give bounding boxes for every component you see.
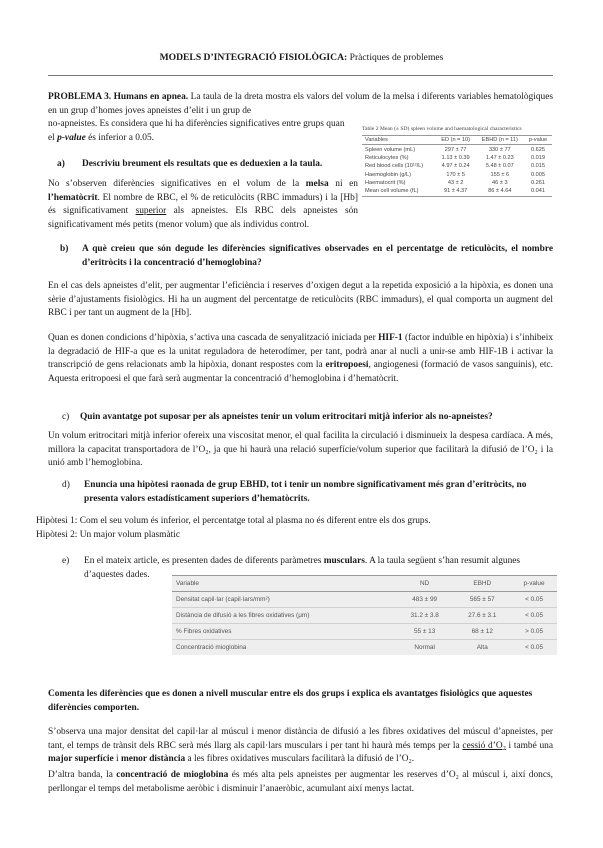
table-cell: 330 ± 77 — [488, 146, 511, 153]
table-cell: 55 ± 13 — [414, 628, 436, 635]
final-p2-run: és més alta pels apneistes per augmentar les reserves d’O₂ al múscul i, així doncs, perllongar el temps del metabolisme aeròbic i disminuir l’anaeròbic, acumulant així menys lactat. — [48, 770, 553, 794]
table-cell: 155 ± 6 — [490, 171, 510, 178]
final-p1-run: i també una — [505, 740, 553, 751]
final-p1-run: a les fibres oxidatives musculars facilitarà la difusió de l’O₂. — [185, 754, 415, 765]
table2 — [172, 575, 557, 655]
table-row — [362, 145, 552, 154]
table-cell: 27.6 ± 3.1 — [468, 612, 497, 619]
final-p1-run: cessió d’O₂ — [462, 740, 506, 751]
final-p1-run: major superfície — [48, 754, 114, 765]
problem-intro: PROBLEMA 3. Humans en apnea. La taula de la dreta mostra els valors del volum de la melsa i diferents variables hematològiques en un grup d’homes joves apneistes d’elit i un grup de — [48, 92, 554, 116]
table-cell: 68 ± 12 — [471, 628, 493, 635]
table-header-cell: EBHD — [473, 580, 492, 587]
question-d-label: d) — [62, 480, 70, 490]
page-header — [0, 52, 603, 63]
table-cell: 86 ± 4.64 — [488, 188, 512, 195]
table-cell: Mean cell volume (fL) — [365, 188, 419, 195]
table-cell: 297 ± 77 — [444, 146, 467, 153]
table-cell: Normal — [414, 644, 435, 651]
p-value-term: p-value — [57, 132, 86, 143]
question-a — [57, 158, 357, 172]
question-a-text: Descriviu breument els resultats que es deduexien a la taula. — [82, 159, 323, 169]
answer-b-p2-run: Quan es donen condicions d’hipòxia, s’activa una cascada de senyalització iniciada per — [48, 333, 379, 343]
table-cell: 91 ± 4.37 — [443, 188, 468, 195]
final-p1-run: menor distància — [121, 754, 186, 765]
table-cell: Haematocrit (%) — [365, 180, 406, 187]
final-answer-paragraph-1 — [48, 726, 553, 767]
table-row — [362, 171, 552, 179]
hypothesis-2: Hipòtesi 2: Un major volum plasmàtic — [36, 530, 180, 540]
table-header-cell: p-value — [528, 137, 548, 144]
table-cell: 0.005 — [531, 171, 545, 178]
table-cell: 5.48 ± 0.07 — [485, 163, 514, 170]
table-header-cell: Variables — [365, 137, 388, 144]
header-subtitle: Pràctiques de problemes — [347, 52, 444, 63]
table-cell: Distància de difusió a les fibres oxidatives (μm) — [176, 612, 310, 619]
question-c — [62, 411, 553, 425]
answer-a-run: melsa — [305, 179, 329, 189]
table-cell: 0.041 — [531, 188, 545, 195]
question-c-label: c) — [62, 412, 70, 422]
table-cell: 0.261 — [531, 180, 545, 187]
table-cell: 46 ± 3 — [492, 180, 508, 187]
table-cell: 43 ± 2 — [447, 180, 464, 187]
table1-caption: Table 2 Mean (± SD) spleen volume and haematological characteristics — [362, 126, 522, 132]
table-cell: 0.019 — [531, 154, 545, 161]
answer-b-paragraph-1: En el cas dels apneistes d’elit, per augmentar l’eficiència i reserves d’oxigen degut a la repetida exposició a la hipòxia, es donen una sèrie d’ajustaments fisiològics. Hi ha un augment del percentatge de reticulòcits (RBC immadurs), el qual comporta un augment del RBC i per tant un augment de la [Hb]. — [48, 281, 553, 319]
question-e-text: En el mateix article, es presenten dades de diferents paràmetres musculars. A la taula següent s’han resumit algunes d’aquestes dades. — [84, 556, 521, 580]
table-cell: < 0.05 — [525, 644, 544, 651]
table-row — [172, 608, 557, 624]
question-d — [62, 479, 553, 506]
question-c-text: Quin avantatge pot suposar per als apneistes tenir un volum eritrocitari mitjà inferior als no-apneistes? — [80, 412, 493, 422]
table-cell: < 0.05 — [525, 612, 544, 619]
table-header-cell: ND — [420, 580, 430, 587]
table-header-cell: EBHD (n = 11) — [481, 137, 518, 144]
table-header-cell: ED (n = 10) — [441, 137, 471, 144]
answer-b-p2-run: , angiogenesi (formació de vasos sanguinis), etc. Aquesta eritropoesi el que farà serà augmentar la concentració d’hemoglobina i d’hematòcrit. — [48, 360, 553, 384]
table-cell: 170 ± 5 — [446, 171, 465, 178]
final-answer-paragraph-2 — [48, 769, 553, 796]
header-divider — [48, 75, 553, 76]
table-row — [172, 640, 557, 656]
table-row — [362, 154, 552, 162]
answer-a-run: ni en — [328, 179, 358, 189]
question-b — [60, 243, 553, 270]
answer-a-run: l’hematòcrit — [48, 192, 98, 203]
table2-grid — [172, 575, 557, 655]
table-cell: 31.2 ± 3.8 — [410, 612, 439, 619]
answer-b-p2-run: eritropoesi — [325, 360, 369, 371]
table-row — [362, 162, 552, 170]
table-cell: Densitat capil·lar (capil·lars/mm²) — [176, 596, 270, 603]
table-cell: > 0.05 — [525, 628, 544, 635]
question-b-text: A què creieu que són degude les diferències significatives observades en el percentatge de reticulòcits, el nombre d’eritròcits i la concentració d’hemoglobina? — [82, 244, 553, 268]
table-row — [362, 179, 552, 187]
table-cell: 1.13 ± 0.39 — [441, 154, 470, 161]
table-header-cell: p-value — [523, 580, 545, 587]
table-row — [172, 592, 557, 608]
final-question: Comenta les diferències que es donen a nivell muscular entre els dos grups i explica els avantatges fisiològics que aquestes diferències comporten. — [48, 689, 533, 713]
answer-b-p2-run: (factor induïble en hipòxia) i s’inhibeix la degradació de HIF-a que es la unitat reguladora de heterodímer, per tant, podrà anar al nucli a unir-se amb HIF-1B i activar la transcripció de gens relacionats amb la hipòxia, donant respostes com la — [48, 333, 554, 371]
table-header-row — [172, 576, 557, 592]
answer-a-run: No s’observen diferències significatives en el volum de la — [48, 179, 306, 189]
final-p2-run: D’altra banda, la — [48, 770, 117, 780]
problem-label: PROBLEMA 3. Humans en apnea. — [48, 92, 189, 102]
table-row — [172, 624, 557, 640]
answer-a-run: als apneistes. Els RBC dels apneistes són significativament més petits (menor volum) que als individus control. — [48, 206, 358, 230]
table-cell: Spleen volume (mL) — [365, 146, 416, 153]
table-cell: < 0.05 — [525, 596, 544, 603]
answer-a-run: . El nombre de RBC, el % de reticulòcits (RBC immadurs) i la [Hb] és significativament — [48, 192, 358, 217]
table-cell: 565 ± 57 — [469, 596, 495, 603]
table-cell: Red blood cells (10¹²/L) — [365, 163, 424, 170]
answer-a — [48, 178, 358, 232]
answer-a-run: superior — [135, 206, 167, 217]
question-b-label: b) — [60, 244, 69, 254]
table-cell: Haemoglobin (g/L) — [365, 171, 412, 178]
question-e-label: e) — [62, 556, 70, 566]
question-d-text: Enuncia una hipòtesi raonada de grup EBHD, tot i tenir un nombre significativament més gran d’eritròcits, no presenta valors estadísticament superiors d’hematòcrits. — [84, 480, 527, 504]
table-cell: Concentració mioglobina — [176, 644, 247, 651]
table-header-row — [362, 136, 552, 145]
answer-b-paragraph-2 — [48, 332, 553, 386]
answer-c: Un volum eritrocitari mitjà inferior ofereix una viscositat menor, el qual facilita la circulació i disminueix la despesa cardíaca. A més, millora la capacitat transportadora de l’O₂, ja que hi haurà una relació superfície/volum superior que facilitarà la difusió de l’O₂ i la unió amb l’hemoglobina. — [48, 431, 553, 469]
table-cell: 483 ± 99 — [412, 596, 438, 603]
hypothesis-1: Hipòtesi 1: Com el seu volum és inferior, el percentatge total al plasma no és diferent entre els dos grups. — [36, 516, 431, 526]
table-cell: Reticulocytes (%) — [365, 154, 409, 161]
final-p1-run: i — [113, 754, 121, 765]
problem-intro-cont: no-apneistes. Es considera que hi ha diferències significatives entre grups quan el p-value és inferior a 0.05. — [48, 119, 345, 143]
table-cell: 0.625 — [531, 146, 545, 153]
table-cell: 0.015 — [531, 163, 545, 170]
table-cell: 1.47 ± 0.23 — [485, 154, 514, 161]
final-p1-run: S’observa una major densitat del capil·lar al múscul i menor distància de difusió a les fibres oxidatives del múscul d’apneistes, per tant, el temps de trànsit dels RBC serà més llarg als capil·lars musculars i per tant hi haurà més temps per la — [48, 727, 553, 751]
question-a-label: a) — [57, 159, 65, 169]
table-header-cell: Variable — [176, 580, 199, 587]
header-title: MODELS D’INTEGRACIÓ FISIOLÒGICA: — [159, 52, 348, 63]
table-row — [362, 187, 552, 196]
answer-b-p2-run: HIF-1 — [378, 333, 403, 343]
table-cell: Alta — [476, 644, 488, 651]
table-cell: % Fibres oxidatives — [176, 628, 232, 635]
table1-grid — [362, 135, 552, 197]
final-p2-run: concentració de mioglobina — [116, 770, 229, 780]
table1 — [362, 126, 552, 197]
table-cell: 4.97 ± 0.24 — [441, 163, 470, 170]
